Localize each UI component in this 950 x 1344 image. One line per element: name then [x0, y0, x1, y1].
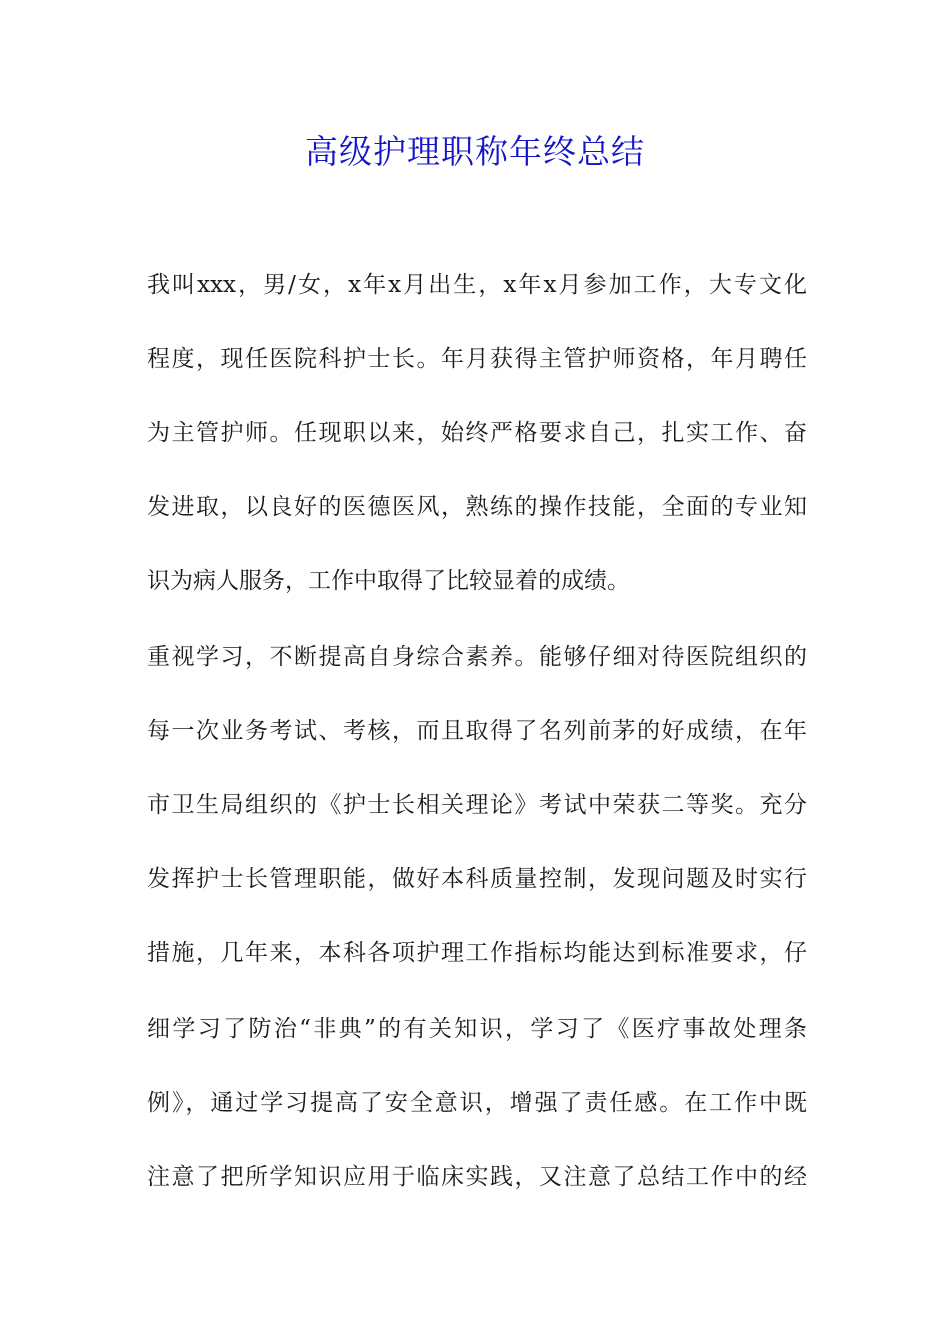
text-line: 发挥护士长管理职能，做好本科质量控制，发现问题及时实行 [147, 866, 807, 892]
text-line: 注意了把所学知识应用于临床实践，又注意了总结工作中的经 [147, 1164, 807, 1190]
document-title: 高级护理职称年终总结 [305, 132, 645, 171]
text-line: 程度，现任医院科护士长。年月获得主管护师资格，年月聘任 [147, 346, 807, 372]
text-line: 我叫xxx，男/女，x年x月出生，x年x月参加工作，大专文化 [147, 272, 807, 298]
text-line: 细学习了防治“非典”的有关知识，学习了《医疗事故处理条 [147, 1016, 807, 1042]
text-line: 例》，通过学习提高了安全意识，增强了责任感。在工作中既 [147, 1090, 807, 1116]
text-line: 市卫生局组织的《护士长相关理论》考试中荣获二等奖。充分 [147, 792, 807, 818]
text-line: 措施，几年来，本科各项护理工作指标均能达到标准要求，仔 [147, 940, 807, 966]
text-line: 为主管护师。任现职以来，始终严格要求自己，扎实工作、奋 [147, 420, 807, 446]
text-line: 重视学习，不断提高自身综合素养。能够仔细对待医院组织的 [147, 644, 807, 670]
text-line: 每一次业务考试、考核，而且取得了名列前茅的好成绩，在年 [147, 718, 807, 744]
text-line: 发进取，以良好的医德医风，熟练的操作技能，全面的专业知 [147, 494, 807, 520]
text-line: 识为病人服务，工作中取得了比较显着的成绩。 [147, 568, 630, 594]
